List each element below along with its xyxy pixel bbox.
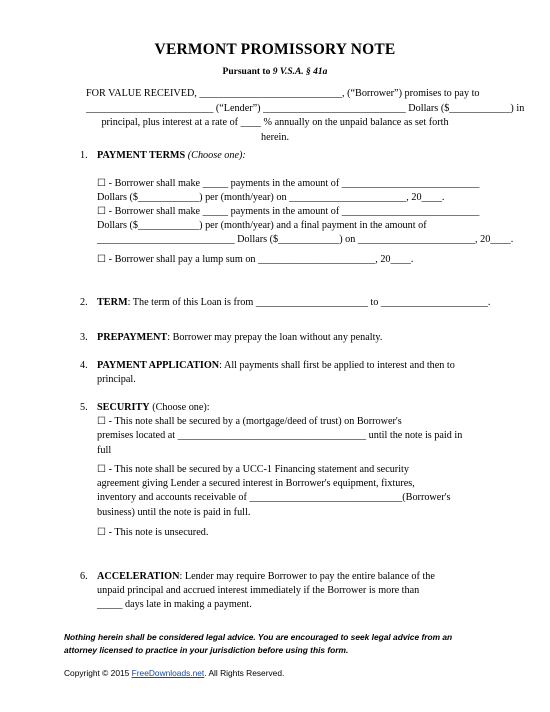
section-heading: TERM — [97, 297, 128, 308]
section-heading: PAYMENT TERMS — [97, 150, 186, 161]
section-heading: PAYMENT APPLICATION — [97, 360, 220, 371]
section-number: 5. — [80, 402, 88, 413]
option-line: inventory and accounts receivable of ______________________________(Borrower's — [97, 492, 451, 504]
intro-line: _________________________ (“Lender”) ____________________________ Dollars ($____________) in — [86, 102, 525, 114]
option-line: premises located at _____________________________________ until the note is paid in — [97, 430, 463, 442]
section-heading-note: (Choose one): — [152, 402, 210, 413]
intro-line: FOR VALUE RECEIVED, ____________________________, (“Borrower”) promises to pay to — [86, 88, 480, 99]
payment-option-installments — [97, 177, 497, 205]
option-line: full — [97, 444, 112, 456]
section-heading-line — [97, 149, 482, 163]
document-title: VERMONT PROMISSORY NOTE — [154, 41, 396, 58]
security-option-ucc — [97, 463, 497, 520]
option-line: ___________________________ Dollars ($____________) on _______________________, 20____. — [97, 234, 514, 246]
payment-option-lump-sum — [97, 253, 497, 267]
section-number: 2. — [80, 297, 88, 308]
option-line: ☐ - This note is unsecured. — [97, 527, 209, 538]
option-line: ☐ - Borrower shall make _____ payments in the amount of ___________________________ — [97, 178, 480, 189]
copyright-notice: Copyright © 2015 FreeDownloads.net. All Rights Reserved. — [64, 668, 285, 678]
section-text: : Borrower may prepay the loan without any penalty. — [167, 332, 383, 343]
legal-disclaimer: Nothing herein shall be considered legal advice. You are encouraged to seek legal advice from an attorney licensed to practice in your jurisdiction before using this form. — [64, 632, 453, 655]
option-line: ☐ - Borrower shall pay a lump sum on _______________________, 20____. — [97, 254, 414, 265]
intro-paragraph — [86, 87, 525, 145]
section-text: principal. — [97, 374, 136, 386]
option-line: ☐ - This note shall be secured by a (mortgage/deed of trust) on Borrower's — [97, 416, 402, 428]
section-number: 6. — [80, 571, 88, 582]
payment-option-installments-final — [97, 205, 514, 248]
section-text: : Lender may require Borrower to pay the entire balance of the — [179, 571, 435, 582]
statute-reference — [0, 67, 550, 77]
intro-line: principal, plus interest at a rate of ____ % annually on the unpaid balance as set forth — [101, 117, 449, 128]
section-heading: PREPAYMENT — [97, 332, 168, 343]
option-line: Dollars ($____________) per (month/year) and a final payment in the amount of — [97, 220, 427, 232]
intro-line: herein. — [260, 131, 289, 143]
option-line: Dollars ($____________) per (month/year) on _______________________, 20____. — [97, 192, 445, 204]
section-heading: SECURITY — [97, 402, 150, 413]
option-line: agreement giving Lender a secured interest in Borrower's equipment, fixtures, — [97, 478, 415, 490]
option-line: ☐ - Borrower shall make _____ payments in the amount of ___________________________ — [97, 206, 480, 217]
statute-prefix: Pursuant to — [222, 67, 271, 77]
freedownloads-link[interactable]: FreeDownloads.net — [131, 668, 205, 678]
option-line: ☐ - This note shall be secured by a UCC-1 Financing statement and security — [97, 464, 409, 475]
section-text: : All payments shall first be applied to interest and then to — [219, 360, 455, 371]
option-line: business) until the note is paid in full. — [97, 506, 251, 518]
security-option-unsecured — [97, 526, 497, 540]
section-heading-note: (Choose one): — [187, 150, 246, 161]
section-number: 4. — [80, 360, 88, 371]
section-text: _____ days late in making a payment. — [97, 599, 252, 611]
section-text: unpaid principal and accrued interest immediately if the Borrower is more than — [97, 585, 420, 597]
section-heading: ACCELERATION — [97, 571, 180, 582]
statute-citation: 9 V.S.A. § 41a — [272, 67, 328, 77]
section-number: 3. — [80, 332, 88, 343]
section-text: : The term of this Loan is from ______________________ to _____________________. — [127, 297, 491, 308]
section-number: 1. — [80, 150, 88, 161]
